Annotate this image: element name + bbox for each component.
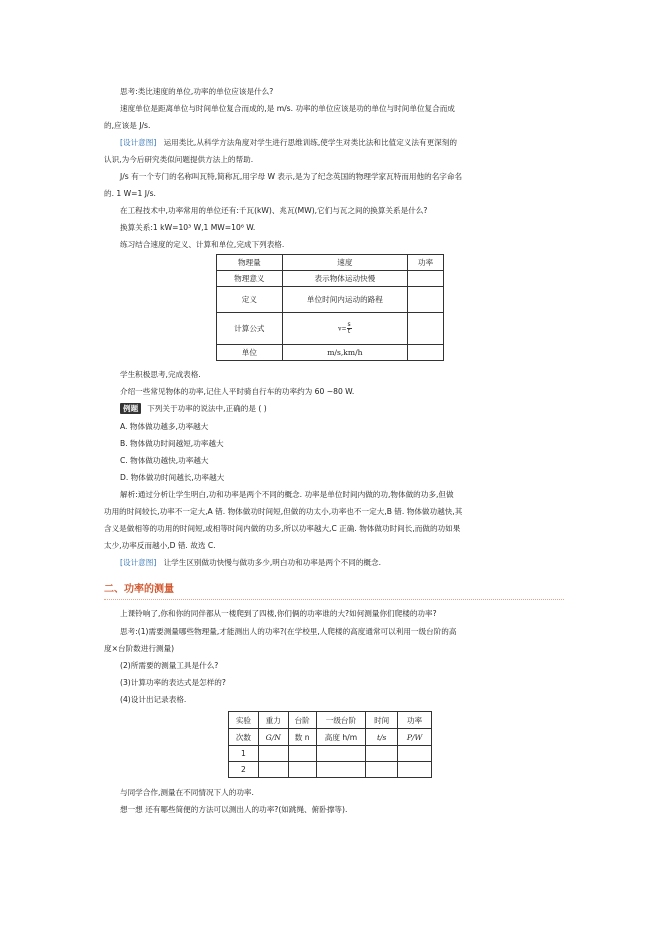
- table-cell: [288, 746, 316, 762]
- section-divider: [104, 599, 564, 600]
- table-cell: [398, 762, 432, 778]
- analysis-line: 太少,功率反而越小,D 错. 故选 C.: [104, 541, 216, 550]
- table-header: t/s: [366, 729, 398, 746]
- formula-denominator: t: [347, 328, 351, 335]
- table-cell: [408, 313, 444, 345]
- text-line: 思考:类比速度的单位,功率的单位应该是什么?: [120, 87, 274, 96]
- text-line: 练习结合速度的定义、计算和单位,完成下列表格.: [120, 240, 285, 249]
- table-header: 高度 h/m: [316, 729, 366, 746]
- table-cell: [288, 762, 316, 778]
- table-header: 时间: [366, 712, 398, 729]
- comparison-table: [216, 254, 444, 361]
- table-header: 数 n: [288, 729, 316, 746]
- text-line: 速度单位是距离单位与时间单位复合而成的,是 m/s. 功率的单位应该是功的单位与时间单位复合而成: [120, 104, 455, 113]
- option-b: B. 物体做功时间越短,功率越大: [120, 439, 224, 448]
- table-cell: [316, 762, 366, 778]
- table-cell: 1: [229, 746, 259, 762]
- table-header: 物理量: [217, 255, 283, 271]
- table-header: 重力: [258, 712, 288, 729]
- text-line: 让学生区别做功快慢与做功多少,明白功和功率是两个不同的概念.: [163, 558, 382, 567]
- analysis-line: 含义是做相等的功用的时间短,或相等时间内做的功多,所以功率越大,C 正确. 物体做功时间长,而做的功如果: [104, 524, 461, 533]
- table-cell: 2: [229, 762, 259, 778]
- table-header: 功率: [398, 712, 432, 729]
- text-line: 学生积极思考,完成表格.: [120, 370, 201, 379]
- analysis-line: 解析:通过分析让学生明白,功和功率是两个不同的概念. 功率是单位时间内做的功,物体做的功多,但做: [120, 490, 454, 499]
- table-cell: [408, 287, 444, 313]
- option-d: D. 物体做功时间越长,功率越大: [120, 473, 225, 482]
- table-cell: m/s,km/h: [282, 345, 407, 361]
- text-line: 思考:(1)需要测量哪些物理量,才能测出人的功率?(在学校里,人爬楼的高度通常可以利用一级台阶的高: [120, 627, 457, 636]
- table-cell: [408, 345, 444, 361]
- table-cell: 表示物体运动快慢: [282, 271, 407, 287]
- design-intent-tag: [设计意图]: [120, 558, 157, 567]
- table-header: P/W: [398, 729, 432, 746]
- table-cell: [316, 746, 366, 762]
- text-line: 想一想 还有哪些简便的方法可以测出人的功率?(如跳绳、俯卧撑等).: [120, 805, 348, 814]
- example-question: [120, 403, 582, 414]
- table-header: 次数: [229, 729, 259, 746]
- table-cell: 单位时间内运动的路程: [282, 287, 407, 313]
- table-header: 功率: [408, 255, 444, 271]
- text-line: 认识,为今后研究类似问题提供方法上的帮助.: [104, 155, 254, 164]
- design-intent-tag: [设计意图]: [120, 138, 157, 147]
- formula-numerator: s: [347, 321, 351, 328]
- analysis-line: 功用的时间较长,功率不一定大,A 错. 物体做功时间短,但做的功太小,功率也不一定大,B 错. 物体做功越快,其: [104, 507, 463, 516]
- formula-fraction: [347, 322, 352, 335]
- table-cell: 计算公式: [217, 313, 283, 345]
- table-header: 一级台阶: [316, 712, 366, 729]
- text-line: 上课铃响了,你和你的同伴都从一楼爬到了四楼,你们俩的功率谁的大?如何测量你们爬楼的功率?: [120, 609, 437, 618]
- text-line: J/s 有一个专门的名称叫瓦特,简称瓦,用字母 W 表示,是为了纪念英国的物理学家瓦特而用他的名字命名: [120, 172, 463, 181]
- text-line: 的. 1 W=1 J/s.: [104, 189, 156, 198]
- question-text: 下列关于功率的说法中,正确的是 ( ): [147, 404, 267, 413]
- option-a: A. 物体做功越多,功率越大: [120, 422, 209, 431]
- table-header: G/N: [258, 729, 288, 746]
- table-header: 速度: [282, 255, 407, 271]
- text-line: 运用类比,从科学方法角度对学生进行思维训练,使学生对类比法和比值定义法有更深刻的: [163, 138, 457, 147]
- text-line: 与同学合作,测量在不同情况下人的功率.: [120, 788, 254, 797]
- table-cell: 定义: [217, 287, 283, 313]
- text-line: 的,应该是 J/s.: [104, 121, 151, 130]
- table-cell: [398, 746, 432, 762]
- table-cell: 单位: [217, 345, 283, 361]
- text-line: 介绍一些常见物体的功率,记住人平时骑自行车的功率约为 60 ~80 W.: [120, 387, 355, 396]
- table-header: 实验: [229, 712, 259, 729]
- formula-cell: [282, 313, 407, 345]
- text-line: (2)所需要的测量工具是什么?: [120, 661, 219, 670]
- table-header: 台阶: [288, 712, 316, 729]
- text-line: 度×台阶数进行测量): [104, 644, 175, 653]
- text-line: (3)计算功率的表达式是怎样的?: [120, 678, 226, 687]
- table-cell: [366, 762, 398, 778]
- section-heading: 二、功率的测量: [104, 584, 174, 595]
- design-intent-line: [120, 557, 582, 568]
- table-cell: [258, 746, 288, 762]
- text-line: 在工程技术中,功率常用的单位还有:千瓦(kW)、兆瓦(MW),它们与瓦之间的换算关系是什么?: [120, 206, 428, 215]
- table-cell: [408, 271, 444, 287]
- formula-lhs: v=: [338, 325, 347, 333]
- option-c: C. 物体做功越快,功率越大: [120, 456, 209, 465]
- text-line: (4)设计出记录表格.: [120, 695, 187, 704]
- design-intent-line: [120, 137, 582, 148]
- table-cell: 物理意义: [217, 271, 283, 287]
- table-cell: [366, 746, 398, 762]
- record-table: [228, 711, 432, 778]
- table-cell: [258, 762, 288, 778]
- example-badge: 例题: [120, 403, 141, 414]
- text-line: 换算关系:1 kW=10³ W,1 MW=10⁶ W.: [120, 223, 256, 232]
